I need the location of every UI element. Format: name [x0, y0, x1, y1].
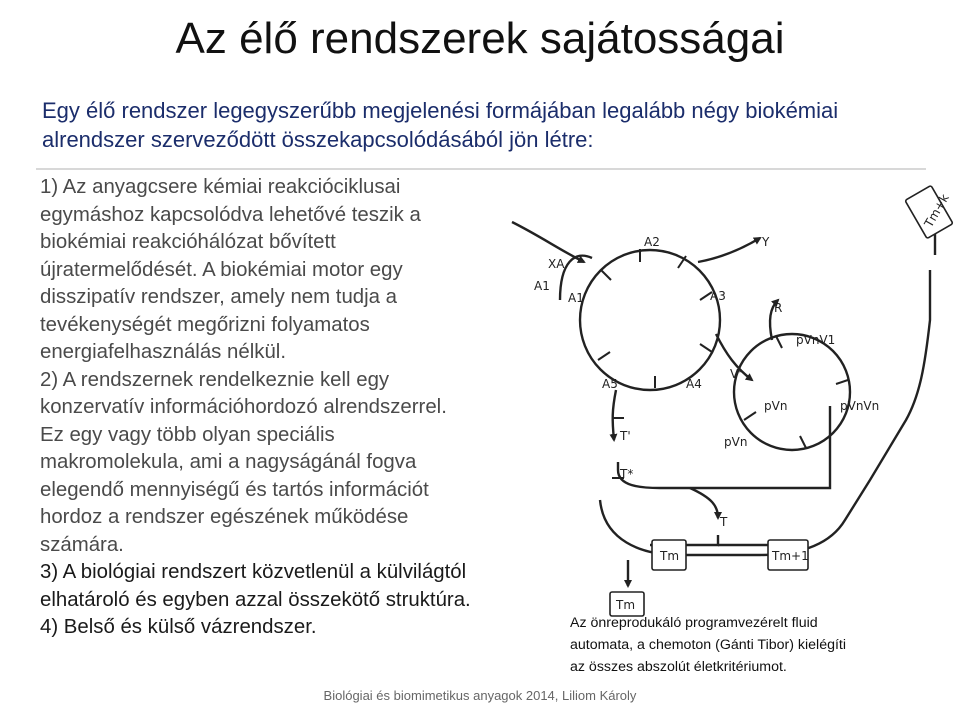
input-arrow — [512, 222, 584, 262]
label-tm1: Tm+1 — [772, 549, 809, 563]
point-line: elhatároló és egyben azzal összekötő struktúra. — [40, 588, 471, 611]
label-r: R — [774, 301, 783, 315]
label-a2: A2 — [644, 235, 660, 249]
point-line: energiafelhasználás nélkül. — [40, 341, 286, 363]
footer-text: Biológiai és biomimetikus anyagok 2014, Liliom Károly — [323, 688, 637, 703]
t-line — [613, 390, 616, 440]
intro-line: alrendszer szerveződött összekapcsolódásából jön létre: — [42, 127, 594, 152]
point-line: elegendő mennyiségű és tartós információt — [40, 478, 429, 501]
caption-line: automata, a chemoton (Gánti Tibor) kielégíti — [570, 637, 847, 653]
divider — [36, 168, 926, 170]
label-pvnvn: pVnVn — [840, 399, 880, 413]
label-a3: A3 — [710, 289, 726, 303]
label-y: Y — [762, 235, 770, 249]
label-tm-bottom: Tm — [616, 598, 636, 612]
label-a1-inner: A1 — [568, 291, 584, 305]
point-line: disszipatív rendszer, amely nem tudja a — [40, 286, 398, 308]
point-line: számára. — [40, 533, 124, 556]
point-line: konzervatív információhordozó alrendszerrel. — [40, 396, 447, 418]
template-cycle — [734, 334, 850, 450]
label-pvn-b: pVn — [724, 435, 748, 449]
point-line: újratermelődését. A biokémiai motor egy — [40, 258, 403, 281]
label-tmk: Tm+k — [921, 191, 952, 230]
point-line: hordoz a rendszer egészének működése — [40, 506, 409, 528]
t-right — [690, 488, 718, 518]
label-a1-outer: A1 — [534, 279, 550, 293]
label-a4: A4 — [686, 377, 702, 391]
chemoton-diagram — [520, 180, 952, 612]
caption-line: az összes abszolút életkritériumot. — [570, 659, 787, 675]
label-t: T — [720, 515, 728, 529]
point-line: 2) A rendszernek rendelkeznie kell egy — [40, 368, 390, 391]
point-line: 1) Az anyagcsere kémiai reakcióciklusai — [40, 176, 401, 198]
diagram-caption — [570, 612, 924, 678]
label-pvnv1: pVnV1 — [796, 333, 836, 347]
point-line: egymáshoz kapcsolódva lehetővé teszik a — [40, 203, 421, 226]
output-arrow — [698, 238, 760, 262]
point-line: 3) A biológiai rendszert közvetlenül a külvilágtól — [40, 561, 467, 583]
label-tm: Tm — [660, 549, 680, 563]
point-line: Ez egy vagy több olyan speciális — [40, 423, 335, 446]
label-t-prime: T' — [620, 429, 631, 443]
intro-line: Egy élő rendszer legegyszerűbb megjelenési formájában legalább négy biokémiai — [42, 98, 839, 123]
caption-line: Az önreprodukáló programvezérelt fluid — [570, 615, 818, 631]
label-pvn-a: pVn — [764, 399, 788, 413]
point-line: tevékenységét megőrizni folyamatos — [40, 313, 370, 336]
point-line: makromolekula, ami a nagyságánál fogva — [40, 451, 417, 473]
label-a5: A5 — [602, 377, 618, 391]
label-xa: XA — [548, 257, 565, 271]
slide-title: Az élő rendszerek sajátosságai — [175, 14, 785, 63]
point-line: biokémiai reakcióhálózat bővített — [40, 231, 336, 253]
label-vprime: V' — [730, 367, 742, 381]
label-t-star: T* — [620, 467, 634, 481]
intro-text — [42, 96, 932, 154]
point-line: 4) Belső és külső vázrendszer. — [40, 616, 317, 638]
